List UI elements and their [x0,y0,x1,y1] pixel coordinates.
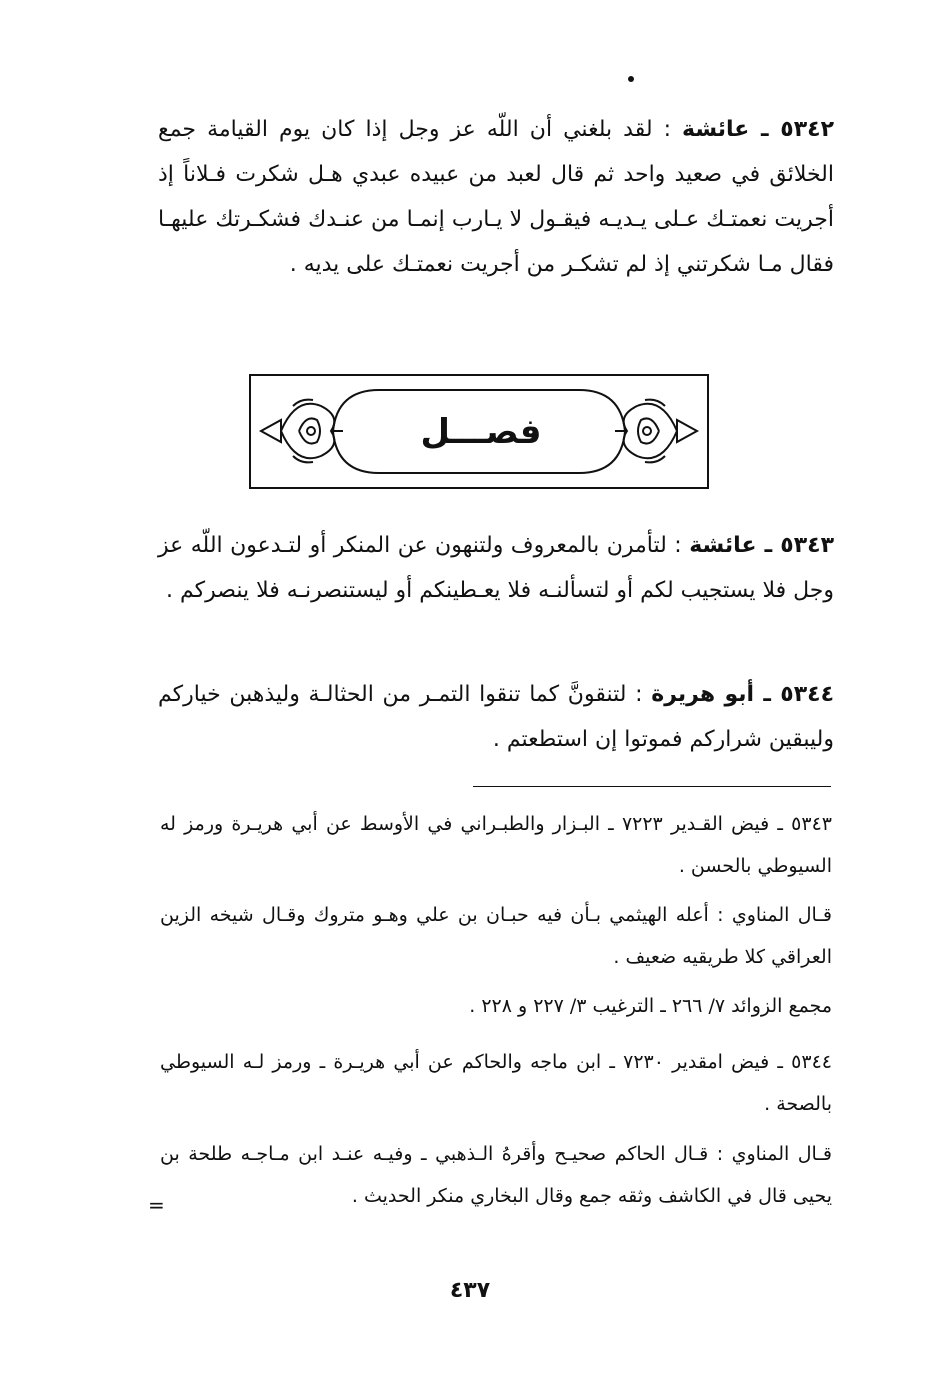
entry-source: عائشة [682,117,750,142]
footnote-5343-references: مجمع الزوائد ٧/ ٢٦٦ ـ الترغيب ٣/ ٢٢٧ و ٢٢٨ . [469,995,832,1017]
top-dot-mark [628,76,634,82]
continuation-mark: = [148,1193,165,1217]
entry-dash: ـ [754,682,781,707]
entry-dash: ـ [749,117,781,142]
footnote-divider [473,786,831,787]
entry-colon: : [652,117,683,142]
entry-number: ٥٣٤٢ [780,117,834,142]
entry-colon: : [626,682,652,707]
footnote-5343-source: ٥٣٤٣ ـ فيض القـدير ٧٢٢٣ ـ البـزار والطبـراني في الأوسط عن أبي هريـرة ورمز له السيوطي بالحسن . [160,813,832,877]
footnote-5344-commentary: قـال المناوي : قـال الحاكم صحيـح وأقرهُ الـذهبي ـ وفيـه عنـد ابن مـاجـه طلحة بن يحيى قال في الكاشف وثقه جمع وقال البخاري منكر الحديث . [160,1143,832,1207]
entry-source: أبو هريرة [651,682,755,707]
entry-text: لتنقونَّ كما تنقوا التمـر من الحثالـة وليذهبن خياركم وليبقين شراركم فموتوا إن استطعتم . [158,682,834,752]
hadith-entry-5343 [158,523,834,613]
entry-dash: ـ [756,533,781,558]
entry-number: ٥٣٤٤ [780,682,834,707]
entry-number: ٥٣٤٣ [780,533,834,558]
entry-text: لتأمرن بالمعروف ولتنهون عن المنكر أو لتـدعون اللّه عز وجل فلا يستجيب لكم أو لتسألنـه فلا يعـطينكم أو ليستنصرنـه فلا ينصركم . [158,533,834,603]
footnote-5343-commentary: قـال المناوي : أعله الهيثمي بـأن فيه حبـان بن علي وهـو متروك وقـال شيخه الزين العراقي كلا طريقيه ضعيف . [160,904,832,968]
section-title: فصـــل [420,412,542,452]
entry-text: لقد بلغني أن اللّه عز وجل إذا كان يوم القيامة جمع الخلائق في صعيد واحد ثم قال لعبد من عبيده عبدي هـل شكرت فـلاناً إذ أجريت نعمتـك عـلى يـديـه فيقـول لا يـارب إنمـا من عنـدك فشكـرتك عليهـا فقال مـا شكرتني إذ لم تشكـر من أجريت نعمتـك على يديه . [158,117,834,277]
entry-source: عائشة [689,533,757,558]
footnote-5344-source: ٥٣٤٤ ـ فيض امقدير ٧٢٣٠ ـ ابن ماجه والحاكم عن أبي هريـرة ـ ورمز لـه السيوطي بالصحة . [160,1051,832,1115]
page-number: ٤٣٧ [449,1278,491,1303]
entry-colon: : [666,533,690,558]
hadith-entry-5342 [158,107,834,287]
section-header-frame [249,374,709,489]
hadith-entry-5344 [158,672,834,762]
